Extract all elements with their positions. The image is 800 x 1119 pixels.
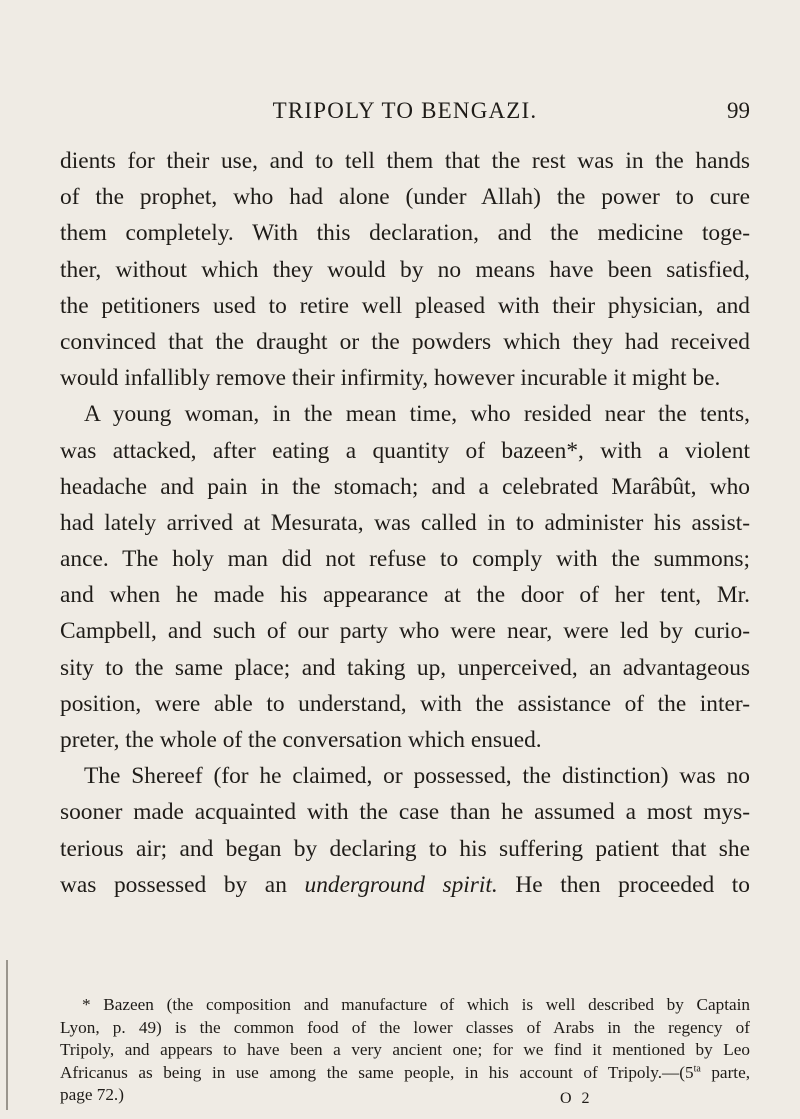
text-segment: Africanus as being in use among the same people, in his account of Tripoly.—(5 <box>60 1062 694 1082</box>
footnote-line: page 72.) <box>60 1085 124 1105</box>
text-segment: was possessed by an <box>60 871 287 898</box>
footnote-line: * Bazeen (the composition and manufacture of which is well described by Captain <box>82 995 750 1014</box>
text-line: would infallibly remove their infirmity, however incurable it might be. <box>60 365 721 392</box>
text-line: dients for their use, and to tell them that the rest was in the hands <box>60 148 750 174</box>
text-line: headache and pain in the stomach; and a celebrated Marâbût, who <box>60 473 750 500</box>
text-line: preter, the whole of the conversation which ensued. <box>60 727 542 753</box>
text-line: ance. The holy man did not refuse to comply with the summons; <box>60 546 750 573</box>
text-line: was attacked, after eating a quantity of bazeen*, with a violent <box>60 437 750 464</box>
body-text <box>60 143 750 903</box>
footnote <box>60 994 750 1107</box>
text-line: The Shereef (for he claimed, or possessed, the distinction) was no <box>84 763 750 790</box>
text-line: and when he made his appearance at the door of her tent, Mr. <box>60 582 750 609</box>
running-title: TRIPOLY TO BENGAZI. <box>272 98 538 123</box>
text-line: position, were able to understand, with the assistance of the inter- <box>60 690 750 717</box>
italic-phrase: underground spirit. <box>304 871 498 898</box>
text-line-mixed <box>60 867 750 903</box>
page-number: 99 <box>727 98 750 123</box>
text-line: them completely. With this declaration, and the medicine toge- <box>60 220 750 247</box>
text-line: terious air; and began by declaring to his suffering patient that she <box>60 835 750 862</box>
text-line: convinced that the draught or the powders which they had received <box>60 328 750 355</box>
footnote-line: Lyon, p. 49) is the common food of the lower classes of Arabs in the regency of <box>60 1017 750 1037</box>
running-head <box>60 98 750 128</box>
text-line: sooner made acquainted with the case than he assumed a most mys- <box>60 799 750 826</box>
superscript: ta <box>693 1063 701 1075</box>
text-line: A young woman, in the mean time, who resided near the tents, <box>84 401 750 428</box>
page-edge-shadow <box>6 960 8 1110</box>
text-line: sity to the same place; and taking up, unperceived, an advantageous <box>60 654 750 681</box>
footnote-line: Tripoly, and appears to have been a very ancient one; for we find it mentioned by Leo <box>60 1040 750 1060</box>
signature-mark: O 2 <box>560 1090 593 1107</box>
text-line: of the prophet, who had alone (under Allah) the power to cure <box>60 184 750 211</box>
footnote-line-mixed <box>60 1062 750 1085</box>
text-segment: He then proceeded to <box>515 871 750 898</box>
text-line: Campbell, and such of our party who were near, were led by curio- <box>60 618 750 645</box>
text-line: ther, without which they would by no means have been satisfied, <box>60 256 750 283</box>
text-line: the petitioners used to retire well pleased with their physician, and <box>60 292 750 319</box>
text-segment: parte, <box>700 1062 750 1082</box>
text-line: had lately arrived at Mesurata, was called in to administer his assist- <box>60 509 750 536</box>
